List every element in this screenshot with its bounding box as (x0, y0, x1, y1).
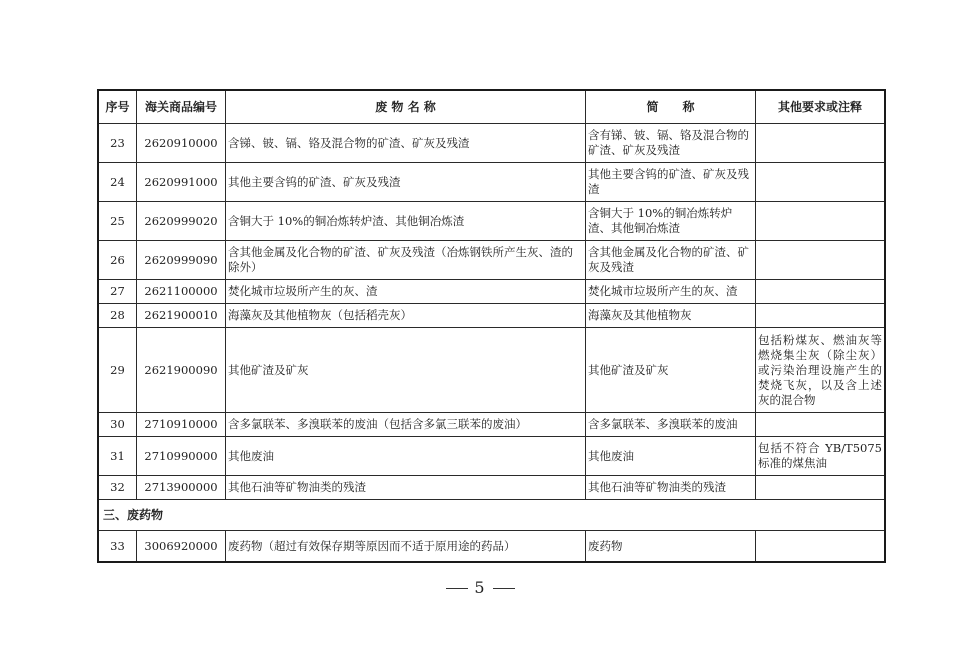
row-note: 包括粉煤灰、燃油灰等燃烧集尘灰（除尘灰）或污染治理设施产生的焚烧飞灰，以及含上述灰的混合物 (756, 328, 886, 413)
row-code: 2621900010 (137, 304, 226, 328)
row-code: 2620991000 (137, 163, 226, 202)
row-name: 其他石油等矿物油类的残渣 (226, 476, 586, 500)
row-code: 2713900000 (137, 476, 226, 500)
table-row (98, 163, 885, 202)
row-short: 含铜大于 10%的铜冶炼转炉渣、其他铜冶炼渣 (586, 202, 756, 241)
row-seq: 29 (98, 328, 137, 413)
table-row (98, 328, 885, 413)
header-note: 其他要求或注释 (756, 90, 886, 124)
row-seq: 30 (98, 413, 137, 437)
row-name: 焚化城市垃圾所产生的灰、渣 (226, 280, 586, 304)
section-title: 三、废药物 (98, 500, 885, 531)
row-note (756, 413, 886, 437)
row-short: 其他废油 (586, 437, 756, 476)
row-seq: 27 (98, 280, 137, 304)
row-note (756, 280, 886, 304)
row-code: 3006920000 (137, 531, 226, 563)
row-seq: 24 (98, 163, 137, 202)
row-name: 含多氯联苯、多溴联苯的废油（包括含多氯三联苯的废油） (226, 413, 586, 437)
row-seq: 33 (98, 531, 137, 563)
table-row (98, 531, 885, 563)
row-name: 含锑、铍、镉、铬及混合物的矿渣、矿灰及残渣 (226, 124, 586, 163)
table-row (98, 202, 885, 241)
table-row (98, 124, 885, 163)
row-short: 废药物 (586, 531, 756, 563)
row-note (756, 304, 886, 328)
row-short: 海藻灰及其他植物灰 (586, 304, 756, 328)
row-code: 2710990000 (137, 437, 226, 476)
row-note (756, 124, 886, 163)
page-dash-left (446, 588, 468, 589)
row-name: 含其他金属及化合物的矿渣、矿灰及残渣（冶炼钢铁所产生灰、渣的除外） (226, 241, 586, 280)
row-code: 2620999020 (137, 202, 226, 241)
row-code: 2621900090 (137, 328, 226, 413)
row-note (756, 241, 886, 280)
table-row (98, 437, 885, 476)
row-note: 包括不符合 YB/T5075 标准的煤焦油 (756, 437, 886, 476)
row-note (756, 531, 886, 563)
waste-table-page (97, 89, 882, 563)
page-number (0, 578, 961, 597)
waste-catalog-table (97, 89, 886, 563)
row-short: 其他矿渣及矿灰 (586, 328, 756, 413)
page-number-value: 5 (474, 578, 487, 597)
row-note (756, 476, 886, 500)
table-row (98, 476, 885, 500)
row-short: 其他主要含钨的矿渣、矿灰及残渣 (586, 163, 756, 202)
row-code: 2620910000 (137, 124, 226, 163)
row-note (756, 202, 886, 241)
table-row (98, 241, 885, 280)
header-short: 简 称 (586, 90, 756, 124)
row-seq: 31 (98, 437, 137, 476)
row-name: 其他主要含钨的矿渣、矿灰及残渣 (226, 163, 586, 202)
row-code: 2710910000 (137, 413, 226, 437)
row-name: 含铜大于 10%的铜冶炼转炉渣、其他铜冶炼渣 (226, 202, 586, 241)
header-name: 废 物 名 称 (226, 90, 586, 124)
row-short: 含其他金属及化合物的矿渣、矿灰及残渣 (586, 241, 756, 280)
row-seq: 23 (98, 124, 137, 163)
page-dash-right (493, 588, 515, 589)
row-seq: 26 (98, 241, 137, 280)
row-code: 2621100000 (137, 280, 226, 304)
table-row (98, 304, 885, 328)
row-note (756, 163, 886, 202)
table-row (98, 413, 885, 437)
row-name: 海藻灰及其他植物灰（包括稻壳灰） (226, 304, 586, 328)
table-header-row (98, 90, 885, 124)
row-code: 2620999090 (137, 241, 226, 280)
row-short: 含有锑、铍、镉、铬及混合物的矿渣、矿灰及残渣 (586, 124, 756, 163)
section-row (98, 500, 885, 531)
table-row (98, 280, 885, 304)
row-seq: 25 (98, 202, 137, 241)
header-code: 海关商品编号 (137, 90, 226, 124)
header-seq: 序号 (98, 90, 137, 124)
row-seq: 32 (98, 476, 137, 500)
row-name: 其他矿渣及矿灰 (226, 328, 586, 413)
row-short: 焚化城市垃圾所产生的灰、渣 (586, 280, 756, 304)
row-short: 含多氯联苯、多溴联苯的废油 (586, 413, 756, 437)
row-seq: 28 (98, 304, 137, 328)
row-name: 废药物（超过有效保存期等原因而不适于原用途的药品） (226, 531, 586, 563)
row-short: 其他石油等矿物油类的残渣 (586, 476, 756, 500)
row-name: 其他废油 (226, 437, 586, 476)
